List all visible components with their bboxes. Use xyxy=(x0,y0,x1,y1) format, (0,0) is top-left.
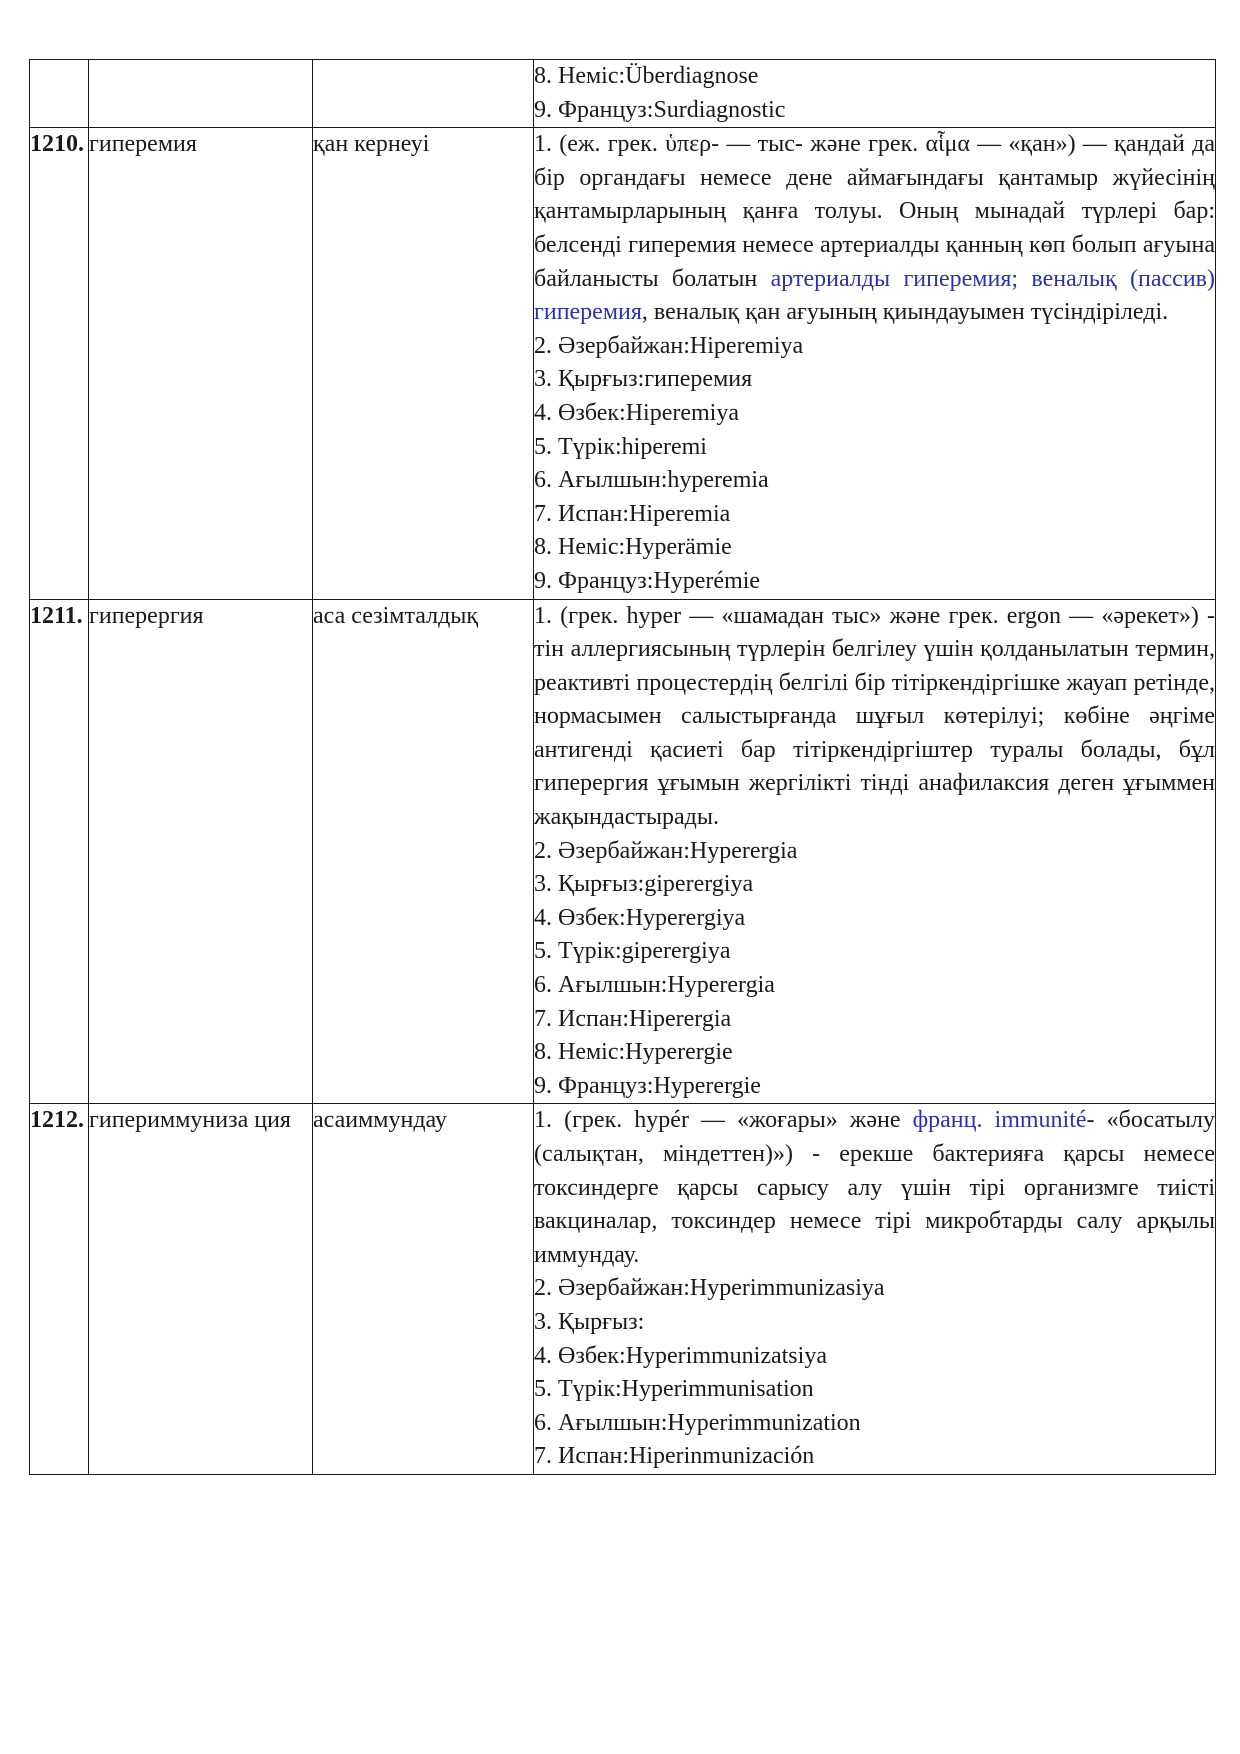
terminology-table xyxy=(29,59,1216,1475)
translation-line: 8. Неміс:Hyperämie xyxy=(534,534,732,561)
entry-number: 1212. xyxy=(30,1104,89,1475)
definition-link[interactable]: артериалды гиперемия; веналық (пассив) гиперемия xyxy=(534,265,1215,326)
translation-line: 3. Қырғыз: xyxy=(534,1308,645,1335)
entry-term: гиперемия xyxy=(89,128,313,599)
translation-line: 3. Қырғыз:giperergiya xyxy=(534,871,754,898)
definition-text: - «босатылу (салықтан, міндеттен)») - ерекше бактерияға қарсы немесе токсиндерге қарсы сарысу алу үшін тірі организмге тиісті вакциналар, токсиндер немесе тірі микробтарды салу арқылы иммундау. xyxy=(534,1107,1215,1268)
translation-line: 5. Түрік:Hyperimmunisation xyxy=(534,1376,814,1403)
table-row xyxy=(30,1104,1216,1475)
entry-definition xyxy=(534,128,1215,330)
translation-line: 3. Қырғыз:гиперемия xyxy=(534,366,753,393)
translation-line: 7. Испан:Hiperemia xyxy=(534,500,731,527)
entry-number xyxy=(30,60,89,128)
entry-definition-cell xyxy=(534,1104,1216,1475)
entry-kazakh-term: аса сезімталдық xyxy=(313,599,534,1104)
entry-number: 1210. xyxy=(30,128,89,599)
translation-line: 6. Ағылшын:Hyperergia xyxy=(534,972,775,999)
definition-link[interactable]: франц. immunité xyxy=(912,1107,1087,1134)
translation-line: 4. Өзбек:Hyperimmunizatsiya xyxy=(534,1342,827,1369)
translation-line: 2. Әзербайжан:Hiperemiya xyxy=(534,332,804,359)
definition-text: 1. (еж. грек. ὑπερ- — тыс- және грек. αἷμα — «қан») — қандай да бір органдағы немесе дене аймағындағы қантамыр жүйесінің қантамырларының қанға толуы. Оның мынадай түрлері бар: белсенді гиперемия немесе артериалды қанның көп болып ағуына байланысты болатын xyxy=(534,131,1215,292)
entry-definition xyxy=(534,600,1215,835)
entry-definition-cell xyxy=(534,599,1216,1104)
entry-definition xyxy=(534,1104,1215,1272)
translation-line: 7. Испан:Hiperinmunización xyxy=(534,1443,815,1470)
table-row xyxy=(30,599,1216,1104)
translation-line: 2. Әзербайжан:Hyperergia xyxy=(534,837,798,864)
entry-definition-cell xyxy=(534,128,1216,599)
table-row xyxy=(30,128,1216,599)
translation-line: 5. Түрік:giperergiya xyxy=(534,938,731,965)
translation-line: 2. Әзербайжан:Hyperimmunizasiya xyxy=(534,1275,885,1302)
translation-line: 4. Өзбек:Hiperemiya xyxy=(534,399,739,426)
entry-definition-cell xyxy=(534,60,1216,128)
definition-text: 1. (грек. hypér — «жоғары» және xyxy=(534,1107,913,1134)
entry-kazakh-term: асаиммундау xyxy=(313,1104,534,1475)
entry-number: 1211. xyxy=(30,599,89,1104)
translation-line: 9. Француз:Hyperémie xyxy=(534,567,761,594)
translation-line: 8. Неміс:Überdiagnose xyxy=(534,63,759,89)
translation-line: 9. Француз:Hyperergie xyxy=(534,1072,761,1099)
translation-line: 5. Түрік:hiperemi xyxy=(534,433,707,460)
entry-kazakh-term xyxy=(313,60,534,128)
entry-term: гиперергия xyxy=(89,599,313,1104)
table-row xyxy=(30,60,1216,128)
entry-term xyxy=(89,60,313,128)
translation-line: 7. Испан:Hiperergia xyxy=(534,1005,732,1032)
translation-line: 4. Өзбек:Hyperergiya xyxy=(534,904,746,931)
entry-term: гипериммуниза ция xyxy=(89,1104,313,1475)
translation-line: 6. Ағылшын:Hyperimmunization xyxy=(534,1409,861,1436)
translation-line: 8. Неміс:Hyperergie xyxy=(534,1039,733,1066)
entry-kazakh-term: қан кернеуі xyxy=(313,128,534,599)
translation-line: 6. Ағылшын:hyperemia xyxy=(534,467,769,494)
translation-line: 9. Француз:Surdiagnostic xyxy=(534,96,786,123)
definition-text: , веналық қан ағуының қиындауымен түсіндіріледі. xyxy=(641,299,1169,326)
definition-text: 1. (грек. hyper — «шамадан тыс» және грек. ergon — «әрекет») - тін аллергиясының түрлерін белгілеу үшін қолданылатын термин, реактивті процестердің белгілі бір тітіркендіргішке жауап ретінде, нормасымен салыстырғанда шұғыл көтерілуі; көбіне әңгіме антигенді қасиеті бар тітіркендіргіштер туралы болады, бұл гиперергия ұғымын жергілікті тінді анафилаксия деген ұғыммен жақындастырады. xyxy=(534,602,1215,831)
